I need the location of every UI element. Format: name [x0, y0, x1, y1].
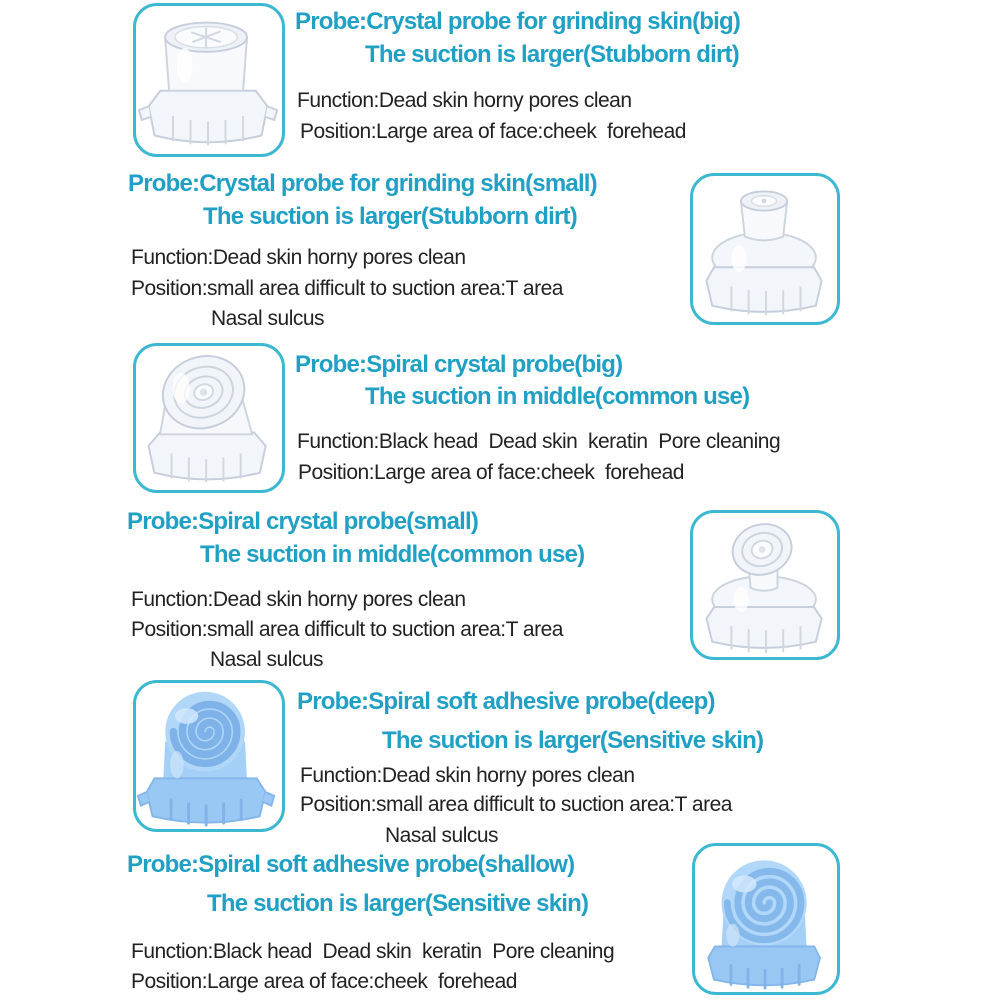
probe-function: Function:Dead skin horny pores clean [131, 246, 466, 269]
probe-function: Function:Dead skin horny pores clean [131, 588, 466, 611]
probe-title: Probe:Crystal probe for grinding skin(small) [128, 170, 597, 197]
spiral-crystal-probe-small-icon [693, 513, 837, 657]
probe-subtitle: The suction is larger(Sensitive skin) [382, 727, 764, 754]
probe-title: Probe:Crystal probe for grinding skin(big) [295, 8, 741, 35]
spiral-crystal-probe-big-icon [136, 346, 282, 490]
probe-title: Probe:Spiral crystal probe(small) [127, 508, 479, 535]
probe-subtitle: The suction is larger(Sensitive skin) [207, 890, 589, 917]
probe-image-box-soft-shallow [692, 843, 840, 995]
probe-function: Function:Dead skin horny pores clean [300, 764, 635, 787]
crystal-probe-small-icon [693, 176, 837, 322]
probe-function: Function:Dead skin horny pores clean [297, 89, 632, 112]
probe-image-box-soft-deep [133, 680, 285, 832]
probe-subtitle: The suction is larger(Stubborn dirt) [365, 41, 739, 68]
probe-position-line2: Nasal sulcus [385, 824, 499, 847]
probe-position: Position:small area difficult to suction area:T area [131, 277, 563, 300]
probe-subtitle: The suction in middle(common use) [200, 541, 585, 568]
probe-subtitle: The suction is larger(Stubborn dirt) [203, 203, 577, 230]
probe-position: Position:Large area of face:cheek forehead [131, 970, 517, 993]
probe-function: Function:Black head Dead skin keratin Pore cleaning [297, 430, 781, 453]
crystal-probe-big-icon [136, 6, 282, 154]
probe-image-box-spiral-crystal-big [133, 343, 285, 493]
probe-position-line2: Nasal sulcus [210, 648, 324, 671]
probe-position-line2: Nasal sulcus [211, 307, 325, 330]
probe-image-box-crystal-big [133, 3, 285, 157]
probe-title: Probe:Spiral soft adhesive probe(shallow) [127, 851, 575, 878]
probe-title: Probe:Spiral crystal probe(big) [295, 351, 623, 378]
spiral-soft-probe-shallow-icon [695, 846, 837, 992]
probe-image-box-spiral-crystal-small [690, 510, 840, 660]
probe-position: Position:Large area of face:cheek forehead [300, 120, 686, 143]
probe-position: Position:small area difficult to suction area:T area [131, 618, 563, 641]
spiral-soft-probe-deep-icon [136, 683, 282, 829]
probe-image-box-crystal-small [690, 173, 840, 325]
probe-position: Position:small area difficult to suction area:T area [300, 793, 732, 816]
probe-position: Position:Large area of face:cheek forehead [298, 461, 684, 484]
probe-subtitle: The suction in middle(common use) [365, 383, 750, 410]
probe-function: Function:Black head Dead skin keratin Pore cleaning [131, 940, 615, 963]
probe-title: Probe:Spiral soft adhesive probe(deep) [297, 688, 715, 715]
